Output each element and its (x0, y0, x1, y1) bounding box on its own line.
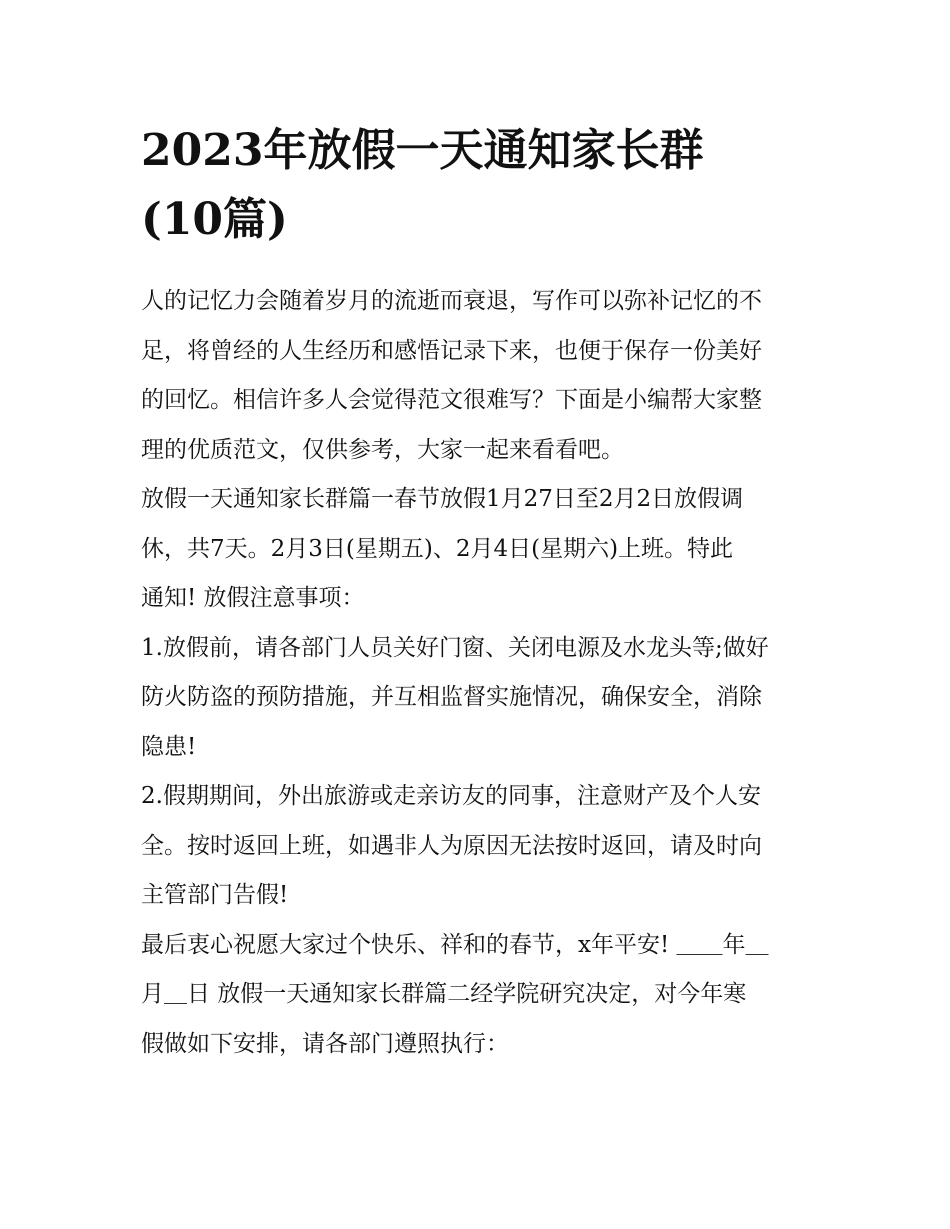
document-page (141, 116, 813, 1069)
document-title (141, 116, 813, 254)
text-line: 隐患! (141, 733, 197, 760)
text-line: 放假一天通知家长群篇一春节放假1月27日至2月2日放假调 (141, 486, 744, 512)
text-line: 主管部门告假! (141, 882, 289, 908)
text-line: 最后衷心祝愿大家过个快乐、祥和的春节，x年平安! ＿＿年＿ (141, 931, 769, 958)
text-line: 的回忆。相信许多人会觉得范文很难写？下面是小编帮大家整 (141, 387, 762, 413)
text-line: 防火防盗的预防措施，并互相监督实施情况，确保安全，消除 (141, 684, 762, 710)
text-line: 2.假期期间，外出旅游或走亲访友的同事，注意财产及个人安 (141, 783, 761, 809)
text-line: 休，共7天。2月3日(星期五)、2月4日(星期六)上班。特此 (141, 535, 734, 562)
notice-paragraph (141, 475, 813, 624)
document-body (141, 277, 813, 1069)
item-2-paragraph (141, 772, 813, 921)
text-line: 人的记忆力会随着岁月的流逝而衰退，写作可以弥补记忆的不 (141, 288, 762, 314)
title-line-2: (10篇) (141, 194, 288, 245)
closing-paragraph (141, 921, 813, 1070)
text-line: 全。按时返回上班，如遇非人为原因无法按时返回，请及时向 (141, 832, 762, 859)
intro-paragraph (141, 277, 813, 475)
text-line: 通知! 放假注意事项： (141, 585, 365, 611)
text-line: 理的优质范文，仅供参考，大家一起来看看吧。 (141, 436, 624, 463)
text-line: 1.放假前，请各部门人员关好门窗、关闭电源及水龙头等;做好 (141, 634, 769, 661)
text-line: 假做如下安排，请各部门遵照执行： (141, 1030, 509, 1057)
text-line: 月＿日 放假一天通知家长群篇二经学院研究决定，对今年寒 (141, 981, 747, 1007)
title-line-1: 2023年放假一天通知家长群 (141, 125, 704, 176)
text-line: 足，将曾经的人生经历和感悟记录下来，也便于保存一份美好 (141, 337, 762, 364)
item-1-paragraph (141, 624, 813, 773)
